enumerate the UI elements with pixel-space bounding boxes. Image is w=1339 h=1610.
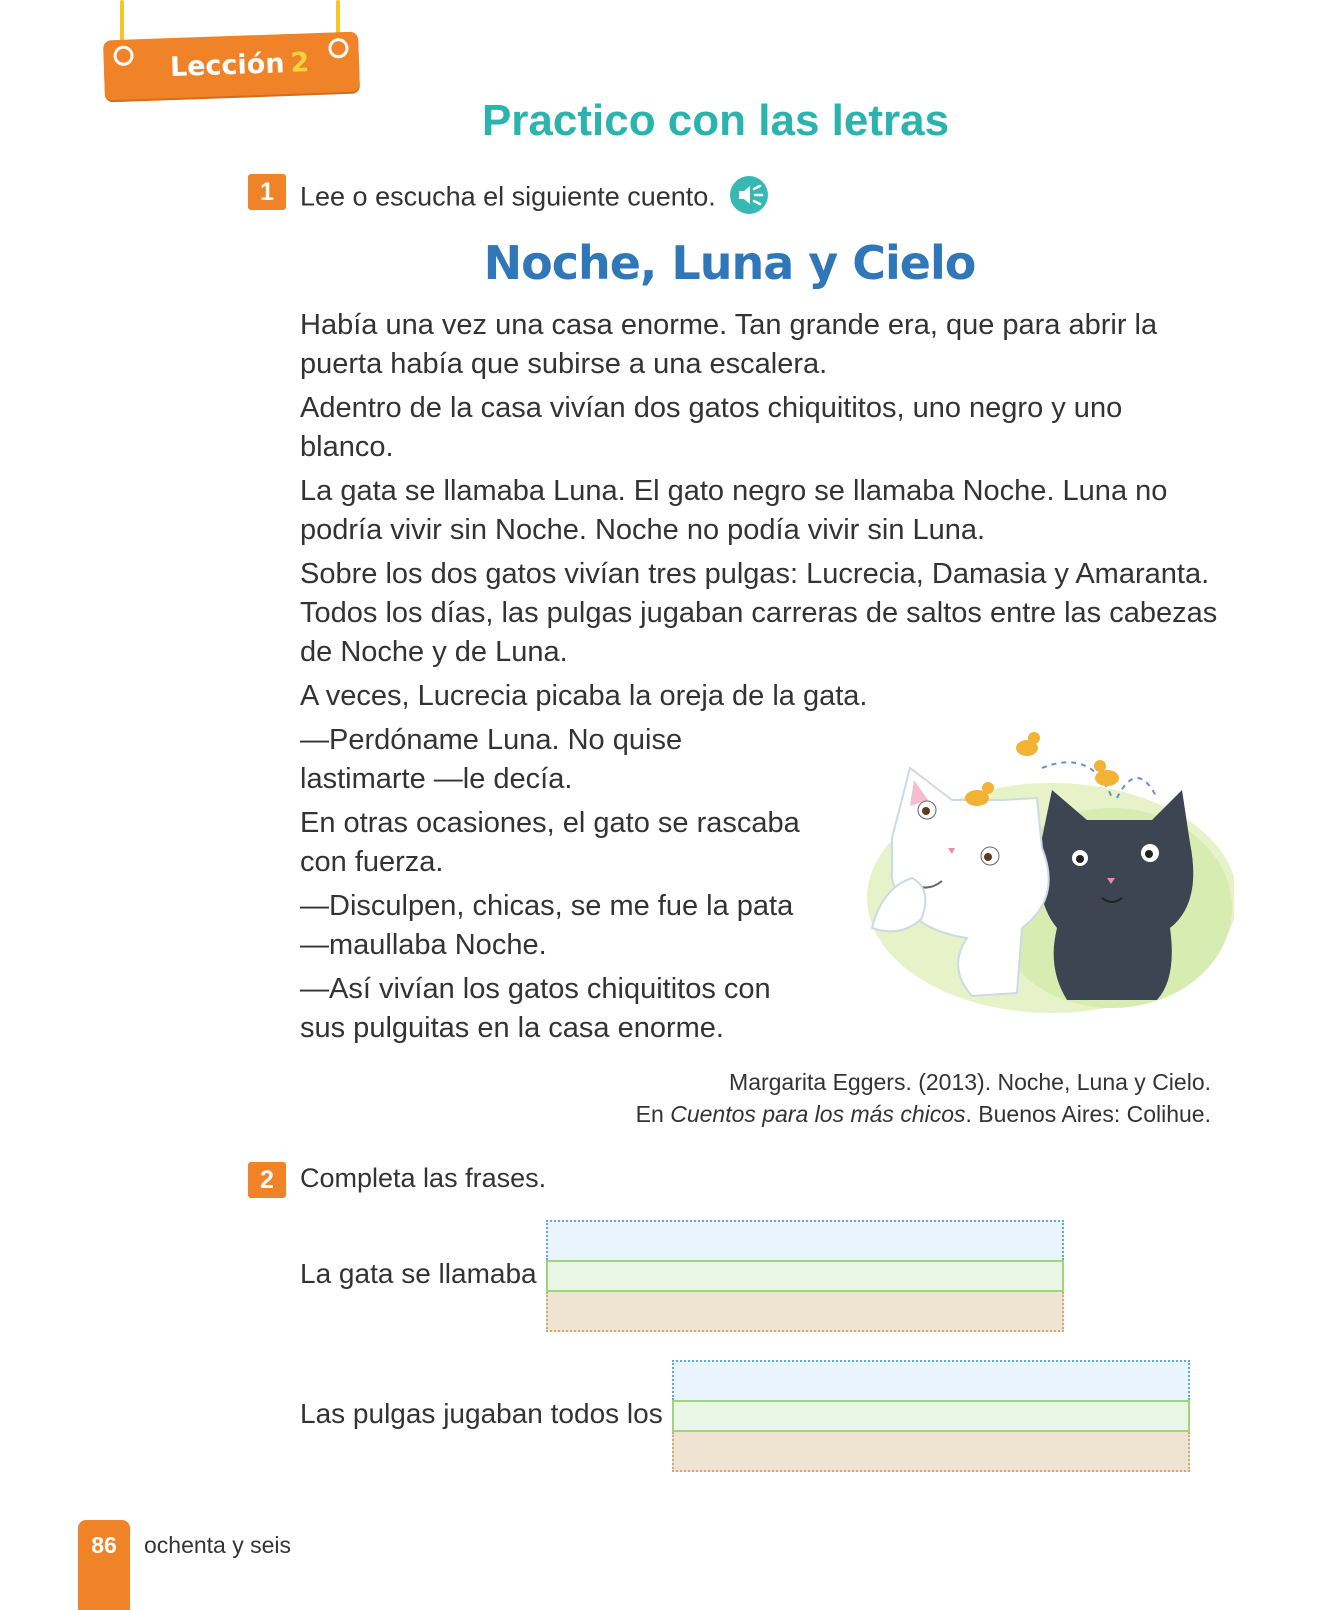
ring-icon — [328, 38, 349, 59]
writing-guide-mid — [546, 1260, 1064, 1292]
story-paragraph: —Así vivían los gatos chiquititos con sus pulguitas en la casa enorme. — [300, 973, 771, 1044]
page-number-words: ochenta y seis — [144, 1532, 292, 1558]
activity-2-instruction: Completa las frases. — [300, 1163, 547, 1193]
sentence-2-label: Las pulgas jugaban todos los — [300, 1398, 663, 1429]
cats-illustration — [852, 728, 1234, 1028]
citation-line-1: Margarita Eggers. (2013). Noche, Luna y Cielo. — [729, 1069, 1211, 1095]
story-paragraph: La gata se llamaba Luna. El gato negro se llamaba Noche. Luna no podría vivir sin Noche. Noche no podía vivir sin Luna. — [300, 475, 1168, 546]
writing-guide-bottom — [546, 1292, 1064, 1332]
activity-2-badge: 2 — [248, 1162, 286, 1198]
speaker-icon[interactable] — [729, 175, 769, 222]
citation-line-2: En Cuentos para los más chicos. Buenos Aires: Colihue. — [635, 1101, 1211, 1127]
activity-1-badge: 1 — [248, 174, 286, 210]
activity-1-instruction: Lee o escucha el siguiente cuento. — [300, 175, 769, 222]
flea-icon — [1094, 760, 1119, 786]
story-paragraph: —Perdóname Luna. No quise lastimarte —le decía. — [300, 724, 683, 795]
story-paragraph: —Disculpen, chicas, se me fue la pata —maullaba Noche. — [300, 890, 794, 961]
story-paragraph: En otras ocasiones, el gato se rascaba con fuerza. — [300, 807, 800, 878]
story-title: Noche, Luna y Cielo — [483, 236, 976, 290]
writing-guide-top — [672, 1360, 1190, 1400]
story-paragraph: Adentro de la casa vivían dos gatos chiquititos, uno negro y uno blanco. — [300, 392, 1123, 463]
story-paragraph: Había una vez una casa enorme. Tan grande era, que para abrir la puerta había que subirse a una escalera. — [300, 309, 1158, 380]
writing-guide-mid — [672, 1400, 1190, 1432]
black-cat — [1039, 790, 1193, 1000]
lesson-tab — [103, 32, 360, 101]
story-citation — [636, 1066, 1211, 1130]
sentence-1-answer-field[interactable] — [546, 1220, 1064, 1332]
story-paragraph: A veces, Lucrecia picaba la oreja de la gata. — [300, 680, 868, 712]
story-paragraph: Sobre los dos gatos vivían tres pulgas: Lucrecia, Damasia y Amaranta. Todos los días, las pulgas jugaban carreras de saltos entre las cabezas de Noche y de Luna. — [300, 558, 1218, 668]
sentence-1-label: La gata se llamaba — [300, 1258, 537, 1289]
page-number: 86 — [91, 1532, 117, 1558]
ring-icon — [113, 45, 134, 66]
flea-icon — [1016, 732, 1040, 756]
lesson-label: Lección 2 — [169, 47, 310, 84]
sentence-2-answer-field[interactable] — [672, 1360, 1190, 1472]
page-title: Practico con las letras — [481, 96, 950, 145]
writing-guide-bottom — [672, 1432, 1190, 1472]
lesson-number: 2 — [289, 47, 310, 79]
writing-guide-top — [546, 1220, 1064, 1260]
